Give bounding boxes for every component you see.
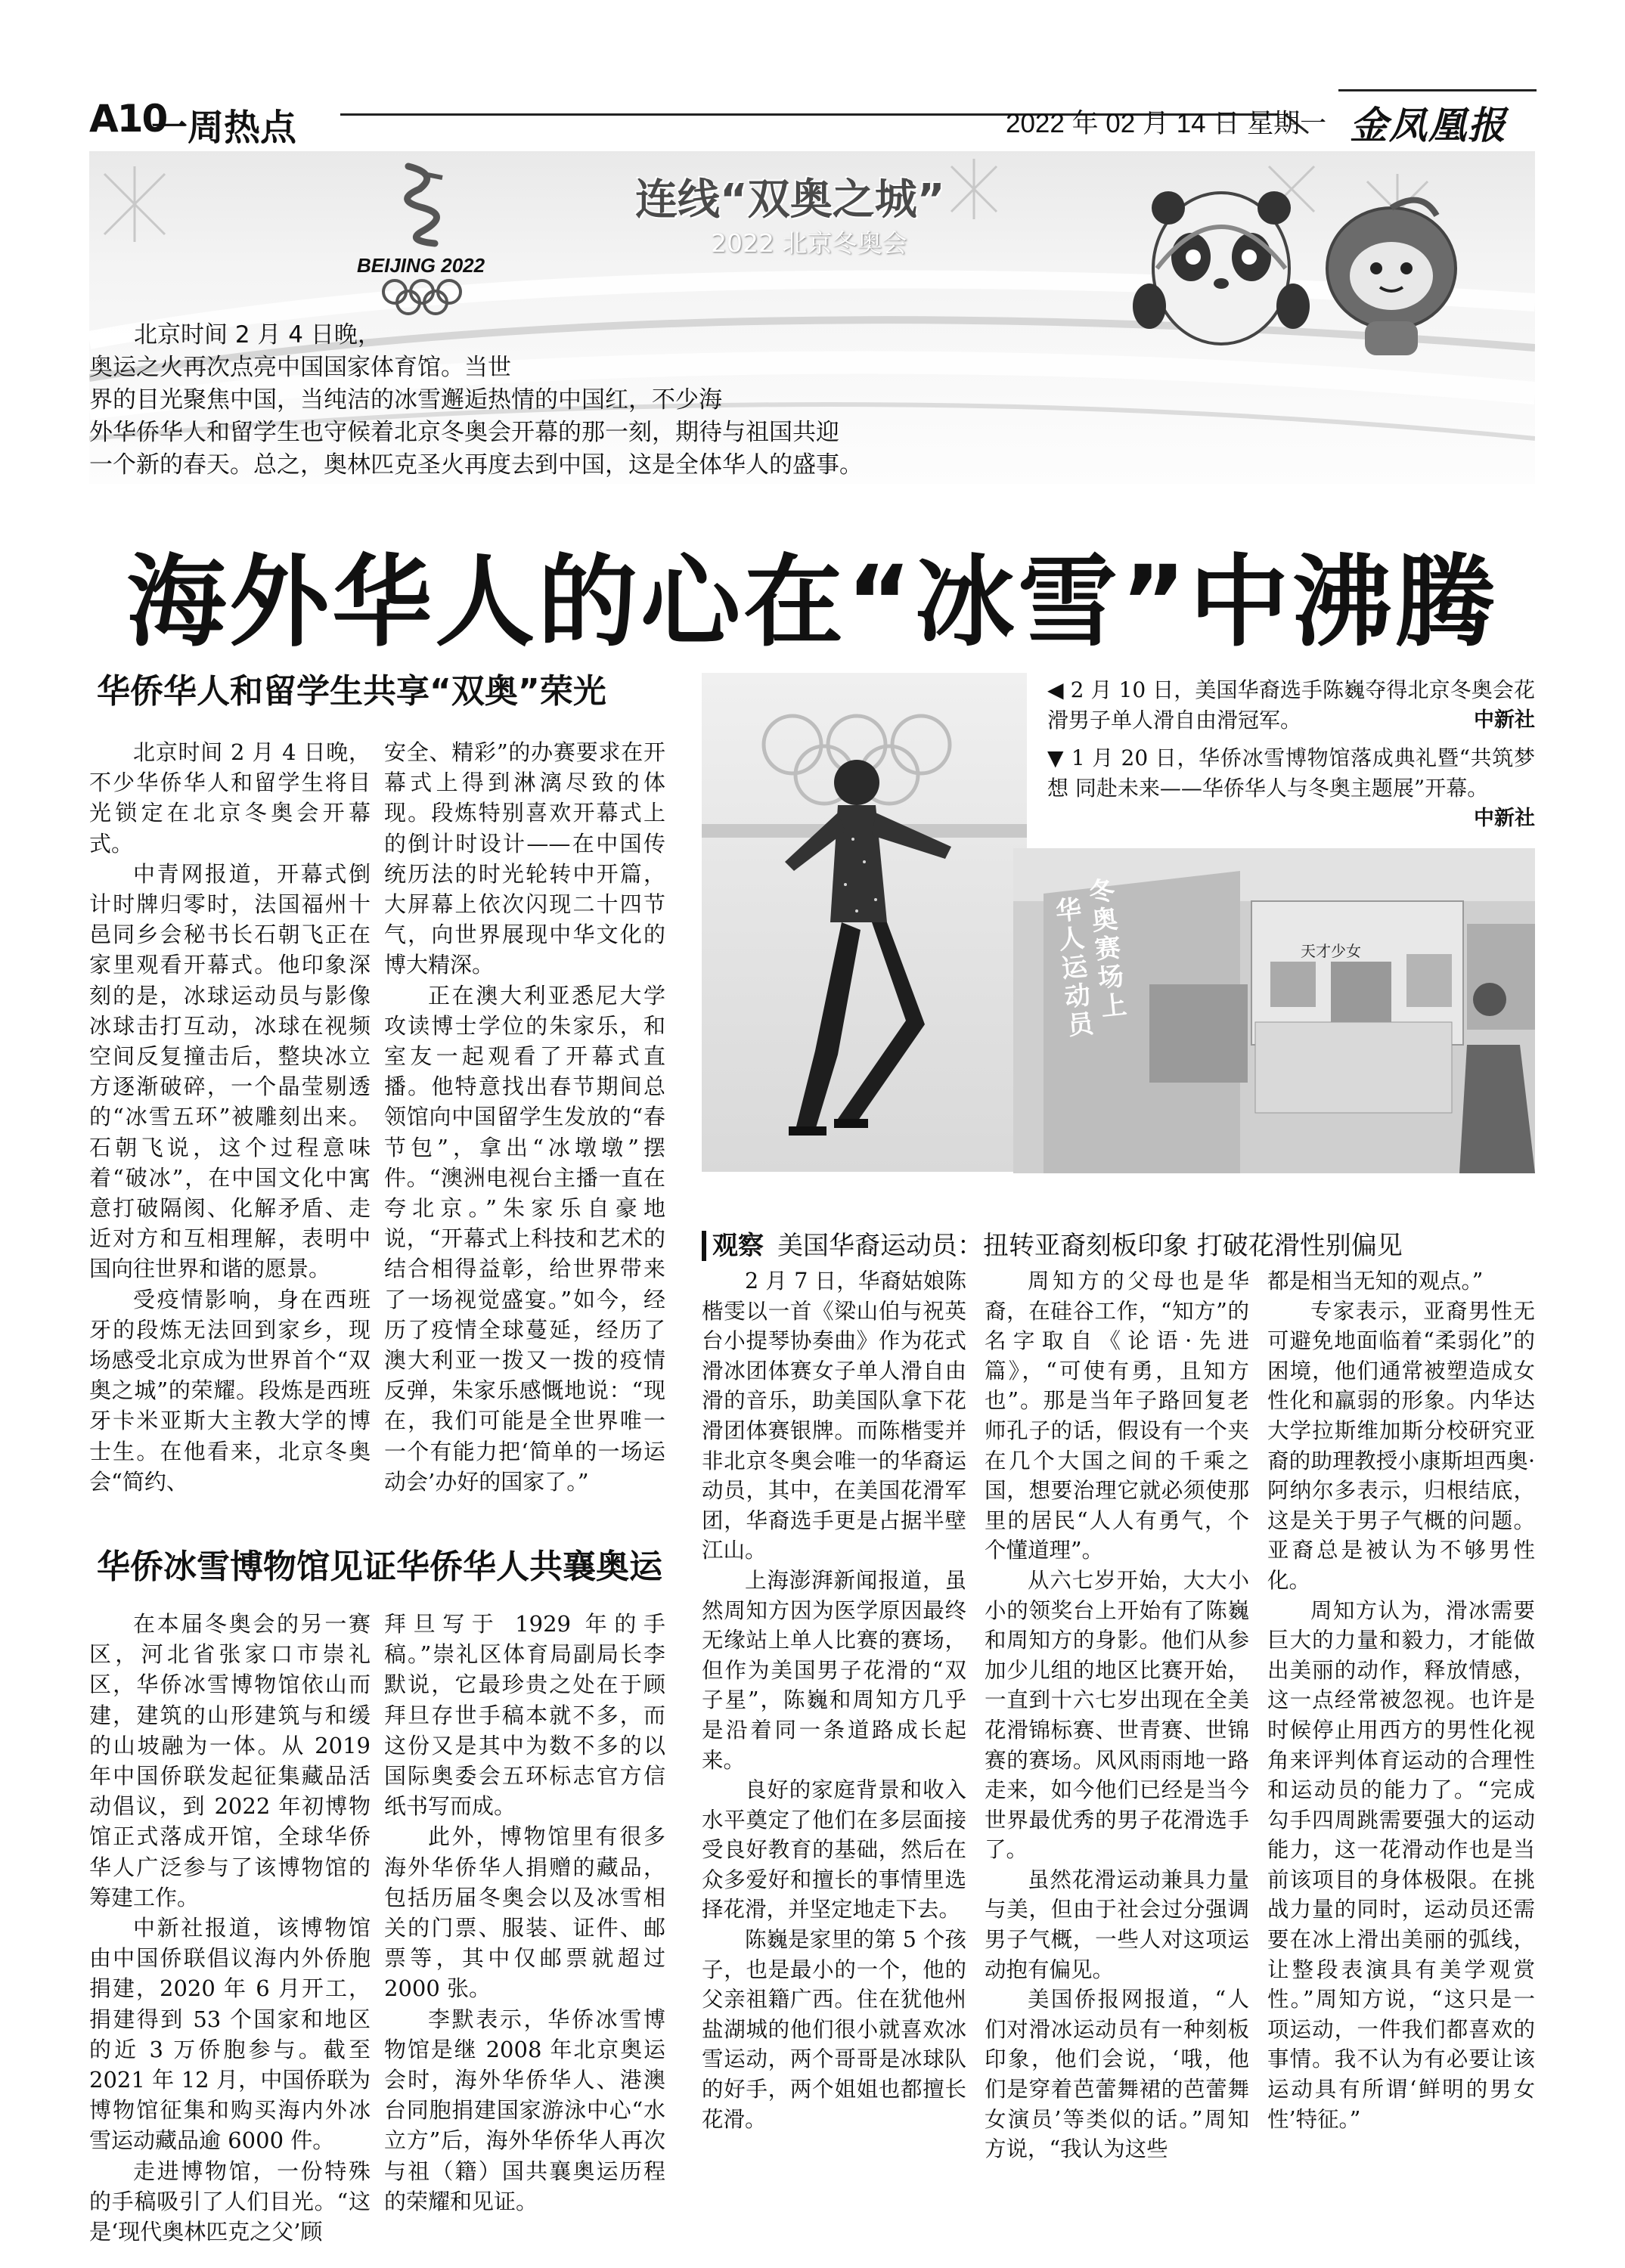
paragraph: 上海澎湃新闻报道，虽然周知方因为医学原因最终无缘站上单人比赛的赛场，但作为美国男子花滑的“双子星”，陈巍和周知方几乎是沿着同一条道路成长起来。 [702, 1567, 966, 1773]
beijing-2022-emblem-icon [378, 159, 461, 249]
paragraph: 美国侨报网报道，“人们对滑冰运动员有一种刻板印象，他们会说，‘哦，他们是穿着芭蕾舞裙的芭蕾舞女演员’等类似的话。”周知方说，“我认为这些 [985, 1987, 1249, 2162]
museum-board-label: 天才少女 [1301, 942, 1361, 960]
newspaper-logo: 金凤凰报 [1350, 103, 1507, 147]
observe-column-3 [1267, 1266, 1535, 2134]
intro-line: 界的目光聚焦中国，当纯洁的冰雪邂逅热情的中国红，不少海 [89, 386, 722, 414]
caption-1-credit: 中新社 [1474, 708, 1535, 732]
article1-title: 华侨华人和留学生共享“双奥”荣光 [97, 672, 606, 711]
article2-column-2 [384, 1609, 665, 2217]
museum-sign-vertical: 冬奥赛场上 [1087, 875, 1128, 1023]
caption-1: ◀ 2 月 10 日，美国华裔选手陈巍夺得北京冬奥会花滑男子单人滑自由滑冠军。 [1047, 677, 1535, 733]
article2-title: 华侨冰雪博物馆见证华侨华人共襄奥运 [97, 1548, 662, 1586]
shuey-rhon-rhon-mascot-icon [1308, 193, 1482, 359]
issue-date: 2022 年 02 月 14 日 星期一 [1006, 109, 1327, 138]
section-title: 一周热点 [151, 107, 297, 149]
article2-column-1 [89, 1609, 371, 2247]
paragraph: 虽然花滑运动兼具力量与美，但由于社会过分强调男子气概，一些人对这项运动抱有偏见。 [985, 1867, 1249, 1982]
paragraph: 都是相当无知的观点。” [1267, 1269, 1484, 1294]
paragraph: 走进博物馆，一份特殊的手稿吸引了人们目光。“这是‘现代奥林匹克之父’顾 [89, 2158, 371, 2245]
paragraph: 周知方的父母也是华裔，在硅谷工作，“知方”的名字取自《论语·先进篇》，“可使有勇，且知方也”。那是当年子路回复老师孔子的话，假设有一个夹在几个大国之间的千乘之国，想要治理它就必须使那里的居民“人人有勇气，个个懂道理”。 [985, 1269, 1249, 1563]
article1-column-1 [89, 737, 371, 1497]
observe-title: 美国华裔运动员：扭转亚裔刻板印象 打破花滑性别偏见 [777, 1231, 1403, 1261]
olympic-rings-icon [378, 278, 484, 316]
paragraph: 专家表示，亚裔男性无可避免地面临着“柔弱化”的困境，他们通常被塑造成女性化和羸弱的形象。内华达大学拉斯维加斯分校研究亚裔的助理教授小康斯坦西奥·阿纳尔多表示，归根结底，这是关于男子气概的问题。亚裔总是被认为不够男性化。 [1267, 1298, 1535, 1593]
paragraph: 中新社报道，该博物馆由中国侨联倡议海内外侨胞捐建，2020 年 6 月开工，捐建得到 53 个国家和地区的近 3 万侨胞参与。截至 2021 年 12 月，中国侨联为博物馆征集和购买海内外冰雪运动藏品逾 6000 件。 [89, 1915, 371, 2154]
intro-line: 一个新的春天。总之，奥林匹克圣火再度去到中国，这是全体华人的盛事。 [89, 451, 863, 479]
skater-image [702, 673, 1027, 1172]
museum-sign-vertical: 华人运动员 [1054, 894, 1095, 1042]
observe-column-2 [985, 1266, 1249, 2164]
intro-line: 外华侨华人和留学生也守候着北京冬奥会开幕的那一刻，期待与祖国共迎 [89, 419, 839, 446]
caption-2: ▼ 1 月 20 日，华侨冰雪博物馆落成典礼暨“共筑梦想 同赴未来——华侨华人与冬奥主题展”开幕。 [1047, 745, 1535, 801]
paragraph: 此外，博物馆里有很多海外华侨华人捐赠的藏品，包括历届冬奥会以及冰雪相关的门票、服装、证件、邮票等，其中仅邮票就超过 2000 张。 [384, 1823, 665, 2002]
page-number: A10 [89, 97, 167, 141]
figure-skater-photo [702, 673, 1027, 1172]
observe-tag: 观察 [702, 1231, 764, 1261]
observe-heading [702, 1225, 1403, 1262]
paragraph: 李默表示，华侨冰雪博物馆是继 2008 年北京奥运会时，海外华侨华人、港澳台同胞捐建国家游泳中心“水立方”后，海外华侨华人再次与祖（籍）国共襄奥运历程的荣耀和见证。 [384, 2006, 665, 2214]
article1-column-2 [384, 737, 665, 1497]
paragraph: 正在澳大利亚悉尼大学攻读博士学位的朱家乐，和室友一起观看了开幕式直播。他特意找出春节期间总领馆向中国留学生发放的“春节包”，拿出“冰墩墩”摆件。“澳洲电视台主播一直在夸北京。”朱家乐自豪地说，“开幕式上科技和艺术的结合相得益彰，给世界带来了一场视觉盛宴。”如今，经历了疫情全球蔓延，经历了澳大利亚一拨又一拨的疫情反弹，朱家乐感慨地说：“现在，我们可能是全世界唯一一个有能力把‘简单的一场运动会’办好的国家了。” [384, 982, 665, 1495]
paragraph: 周知方认为，滑冰需要巨大的力量和毅力，才能做出美丽的动作，释放情感，这一点经常被忽视。也许是时候停止用西方的男性化视角来评判体育运动的合理性和运动员的能力了。“完成勾手四周跳需要强大的运动能力，这一花滑动作也是当前该项目的身体极限。在挑战力量的同时，运动员还需要在冰上滑出美丽的弧线，让整段表演具有美学观赏性。”周知方说，“这只是一项运动，一件我们都喜欢的事情。我不认为有必要让该运动具有所谓‘鲜明的男女性’特征。” [1267, 1597, 1535, 2132]
paragraph: 在本届冬奥会的另一赛区，河北省张家口市崇礼区，华侨冰雪博物馆依山而建，建筑的山形建筑与和缓的山坡融为一体。从 2019 年中国侨联发起征集藏品活动倡议，到 2022 年初博物馆正式落成开馆，全球华侨华人广泛参与了该博物馆的筹建工作。 [89, 1611, 371, 1910]
main-headline: 海外华人的心在“冰雪”中沸腾 [126, 544, 1498, 661]
banner-subtitle: 2022 北京冬奥会 [711, 228, 907, 258]
paragraph: 2 月 7 日，华裔姑娘陈楷雯以一首《梁山伯与祝英台小提琴协奏曲》作为花式滑冰团体赛女子单人滑自由滑的音乐，助美国队拿下花滑团体赛银牌。而陈楷雯并非北京冬奥会唯一的华裔运动员，其中，在美国花滑军团，华裔选手更是占据半壁江山。 [702, 1269, 966, 1563]
banner-title: 连线“双奥之城” [635, 175, 945, 225]
paragraph: 中青网报道，开幕式倒计时牌归零时，法国福州十邑同乡会秘书长石朝飞正在家里观看开幕式。他印象深刻的是，冰球运动员与影像冰球击打互动，冰球在视频空间反复撞击后，整块冰立方逐渐破碎，一个晶莹剔透的“冰雪五环”被雕刻出来。石朝飞说，这个过程意味着“破冰”，在中国文化中寓意打破隔阂、化解矛盾、走近对方和互相理解，表明中国向往世界和谐的愿景。 [89, 860, 371, 1282]
observe-column-1 [702, 1266, 966, 2134]
photo-captions [1047, 675, 1535, 834]
paragraph: 良好的家庭背景和收入水平奠定了他们在多层面接受良好教育的基础，然后在众多爱好和擅长的事情里选择花滑，并坚定地走下去。 [702, 1777, 966, 1923]
bing-dwen-dwen-mascot-icon [1127, 178, 1316, 359]
emblem-text: BEIJING 2022 [357, 254, 485, 277]
paragraph: 陈巍是家里的第 5 个孩子，也是最小的一个，他的父亲祖籍广西。住在犹他州盐湖城的他们很小就喜欢冰雪运动，两个哥哥是冰球队的好手，两个姐姐也都擅长花滑。 [702, 1927, 966, 2132]
paragraph: 从六七岁开始，大大小小的领奖台上开始有了陈巍和周知方的身影。他们从参加少儿组的地区比赛开始，一直到十六七岁出现在全美花滑锦标赛、世青赛、世锦赛的赛场。风风雨雨地一路走来，如今他们已经是当今世界最优秀的男子花滑选手了。 [985, 1567, 1249, 1863]
paragraph: 安全、精彩”的办赛要求在开幕式上得到淋漓尽致的体现。段炼特别喜欢开幕式上的倒计时设计——在中国传统历法的时光轮转中开篇，大屏幕上依次闪现二十四节气，向世界展现中华文化的博大精深。 [384, 739, 665, 978]
paragraph: 受疫情影响，身在西班牙的段炼无法回到家乡，现场感受北京成为世界首个“双奥之城”的荣耀。段炼是西班牙卡米亚斯大主教大学的博士生。在他看来，北京冬奥会“简约、 [89, 1286, 371, 1495]
caption-2-credit: 中新社 [1474, 807, 1535, 830]
paragraph: 拜旦写于 1929 年的手稿。”崇礼区体育局副局长李默说，它最珍贵之处在于顾拜旦存世手稿本就不多，而这份又是其中为数不多的以国际奥委会五环标志官方信纸书写而成。 [384, 1611, 665, 1820]
intro-line: 奥运之火再次点亮中国国家体育馆。当世 [89, 354, 511, 381]
paragraph: 北京时间 2 月 4 日晚，不少华侨华人和留学生将目光锁定在北京冬奥会开幕式。 [89, 739, 371, 857]
intro-line: 北京时间 2 月 4 日晚， [134, 321, 381, 349]
